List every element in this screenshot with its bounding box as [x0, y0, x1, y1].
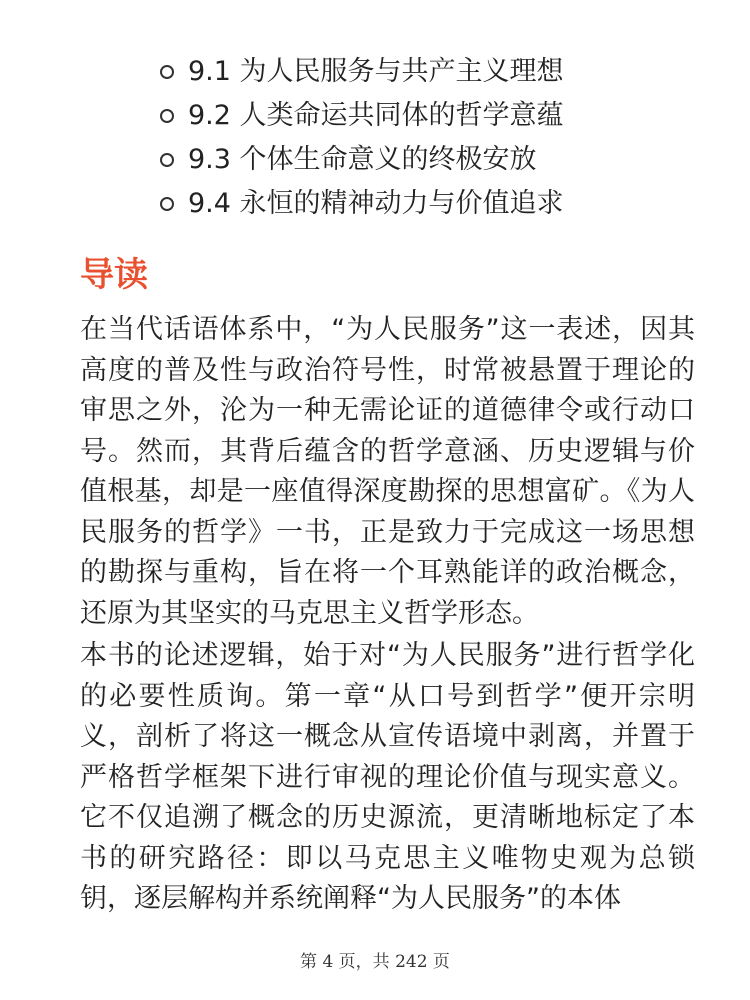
toc-item-label: 9.4 永恒的精神动力与价值追求 [188, 188, 564, 219]
toc-item[interactable] [160, 50, 564, 94]
table-of-contents [160, 50, 564, 226]
toc-item-label: 9.3 个体生命意义的终极安放 [188, 144, 537, 175]
toc-item[interactable] [160, 138, 564, 182]
circle-bullet-icon [160, 153, 174, 167]
body-paragraph: 本书的论述逻辑，始于对“为人民服务”进行哲学化的必要性质询。第一章“从口号到哲学”便开宗明义，剖析了将这一概念从宣传语境中剥离，并置于严格哲学框架下进行审视的理论价值与现实意义。它不仅追溯了概念的历史源流，更清晰地标定了本书的研究路径：即以马克思主义唯物史观为总锁钥，逐层解构并系统阐释“为人民服务”的本体 [80, 640, 695, 914]
circle-bullet-icon [160, 65, 174, 79]
body-paragraph: 在当代话语体系中，“为人民服务”这一表述，因其高度的普及性与政治符号性，时常被悬置于理论的审思之外，沦为一种无需论证的道德律令或行动口号。然而，其背后蕴含的哲学意涵、历史逻辑与价值根基，却是一座值得深度勘探的思想富矿。《为人民服务的哲学》一书，正是致力于完成这一场思想的勘探与重构，旨在将一个耳熟能详的政治概念，还原为其坚实的马克思主义哲学形态。 [80, 314, 695, 629]
circle-bullet-icon [160, 197, 174, 211]
toc-item[interactable] [160, 182, 564, 226]
page-number-footer: 第 4 页，共 242 页 [300, 952, 450, 972]
section-heading: 导读 [80, 255, 148, 295]
toc-item-label: 9.2 人类命运共同体的哲学意蕴 [188, 100, 564, 131]
toc-item-label: 9.1 为人民服务与共产主义理想 [188, 56, 564, 87]
circle-bullet-icon [160, 109, 174, 123]
toc-item[interactable] [160, 94, 564, 138]
